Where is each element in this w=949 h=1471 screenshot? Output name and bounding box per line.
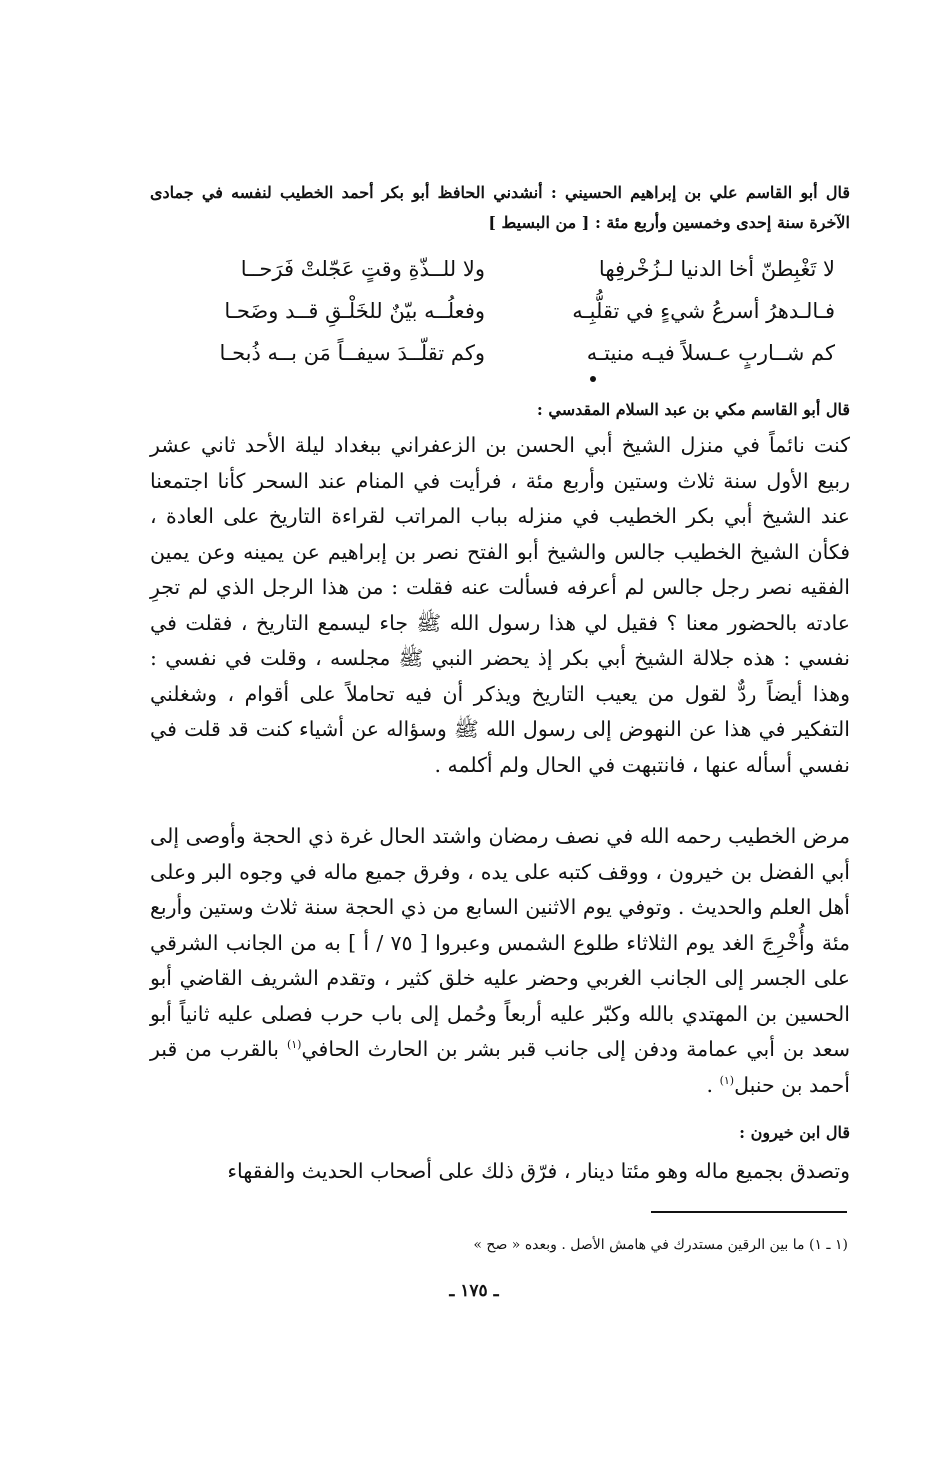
poem-verse bbox=[175, 248, 835, 290]
poem-meter: [ من البسيط ] bbox=[488, 213, 590, 232]
poem bbox=[175, 248, 835, 374]
verse-second-hemistich: وفعلُــه بيّنٌ للخَلْـقِ قــد وضَحـا bbox=[224, 299, 485, 323]
paragraph-death-of-khatib bbox=[150, 819, 850, 1103]
paragraph-text: مرض الخطيب رحمه الله في نصف رمضان واشتد الحال غرة ذي الحجة وأوصى إلى أبي الفضل بن خيرون ، ووقف كتبه على يده ، وفرق جميع ماله في وجوه البر وعلى أهل العلم والحديث . وتوفي يوم الاثنين السابع من ذي الحجة سنة ثلاث وستين وأربع مئة وأُخْرِجَ الغد يوم الثلاثاء طلوع الشمس وعبروا [ ٧٥ / أ ] به من الجانب الشرقي على الجسر إلى الجانب الغربي وحضر عليه خلق كثير ، وتقدم الشريف القاضي أبو الحسين بن المهتدي بالله وكبّر عليه أربعاً وحُمل إلى باب حرب فصلى عليه ثانياً أبو سعد بن أبي عمامة ودفن إلى جانب قبر بشر بن الحارث الحافي bbox=[150, 824, 850, 1061]
poem-verse bbox=[175, 290, 835, 332]
footnote-divider bbox=[651, 1211, 847, 1213]
verse-first-hemistich: لا تَغْبِطنّ أخا الدنيا لـزُخْرفِها bbox=[598, 257, 835, 281]
verse-second-hemistich: وكم تقلّــدَ سيفــاً مَن بــه ذُبحـا bbox=[219, 341, 485, 365]
separator-dot bbox=[590, 376, 596, 382]
intro-text: قال أبو القاسم علي بن إبراهيم الحسيني : أنشدني الحافظ أبو بكر أحمد الخطيب لنفسه في جمادى الآخرة سنة إحدى وخمسين وأربع مئة : bbox=[150, 183, 850, 232]
footnote: (١ ـ ١) ما بين الرقين مستدرك في هامش الأصل . وبعده « صح » bbox=[473, 1237, 848, 1253]
paragraph-dream-narration: كنت نائماً في منزل الشيخ أبي الحسن بن الزعفراني ببغداد ليلة الأحد ثاني عشر ربيع الأول سنة ثلاث وستين وأربع مئة ، فرأيت في المنام عند السحر كأنا اجتمعنا عند الشيخ أبي بكر الخطيب في منزله بباب المراتب لقراءة التاريخ على العادة ، فكأن الشيخ الخطيب جالس والشيخ أبو الفتح نصر بن إبراهيم عن يمينه وعن يمين الفقيه نصر رجل جالس لم أعرفه فسألت عنه فقلت : من هذا الرجل الذي لم تجرِ عادته بالحضور معنا ؟ فقيل لي هذا رسول الله ﷺ جاء ليسمع التاريخ ، فقلت في نفسي : هذه جلالة الشيخ أبي بكر إذ يحضر النبي ﷺ مجلسه ، وقلت في نفسي : وهذا أيضاً ردٌّ لقول من يعيب التاريخ ويذكر أن فيه تحاملاً على أقوام ، وشغلني التفكير في هذا عن النهوض إلى رسول الله ﷺ وسؤاله عن أشياء كنت قد قلت في نفسي أسأله عنها ، فانتبهت في الحال ولم أكلمه . bbox=[150, 433, 850, 777]
verse-first-hemistich: كم شــاربٍ عـسلاً فيـه منيتـه bbox=[586, 341, 835, 365]
paragraph-charity: وتصدق بجميع ماله وهو مئتا دينار ، فرّق ذلك على أصحاب الحديث والفقهاء bbox=[227, 1159, 850, 1183]
verse-first-hemistich: فـالـدهرُ أسرعُ شيءٍ في تقلُّبِـه bbox=[572, 299, 835, 323]
paragraph-text: . bbox=[706, 1072, 720, 1097]
footnote-marker: (١) bbox=[719, 1073, 735, 1087]
footnote-marker: (١) bbox=[286, 1038, 302, 1052]
poem-verse bbox=[175, 332, 835, 374]
paragraph-text: بالقرب من قبر أحمد بن حنبل bbox=[150, 1037, 850, 1097]
poem-introduction bbox=[150, 178, 850, 238]
verse-second-hemistich: ولا للــذّةِ وقتٍ عَجّلتْ فَرَحــا bbox=[240, 257, 485, 281]
section-heading-ibn-khairun: قال ابن خيرون : bbox=[739, 1123, 850, 1142]
section-heading-makki: قال أبو القاسم مكي بن عبد السلام المقدسي : bbox=[536, 400, 850, 419]
page-number: ـ ١٧٥ ـ bbox=[449, 1281, 499, 1301]
